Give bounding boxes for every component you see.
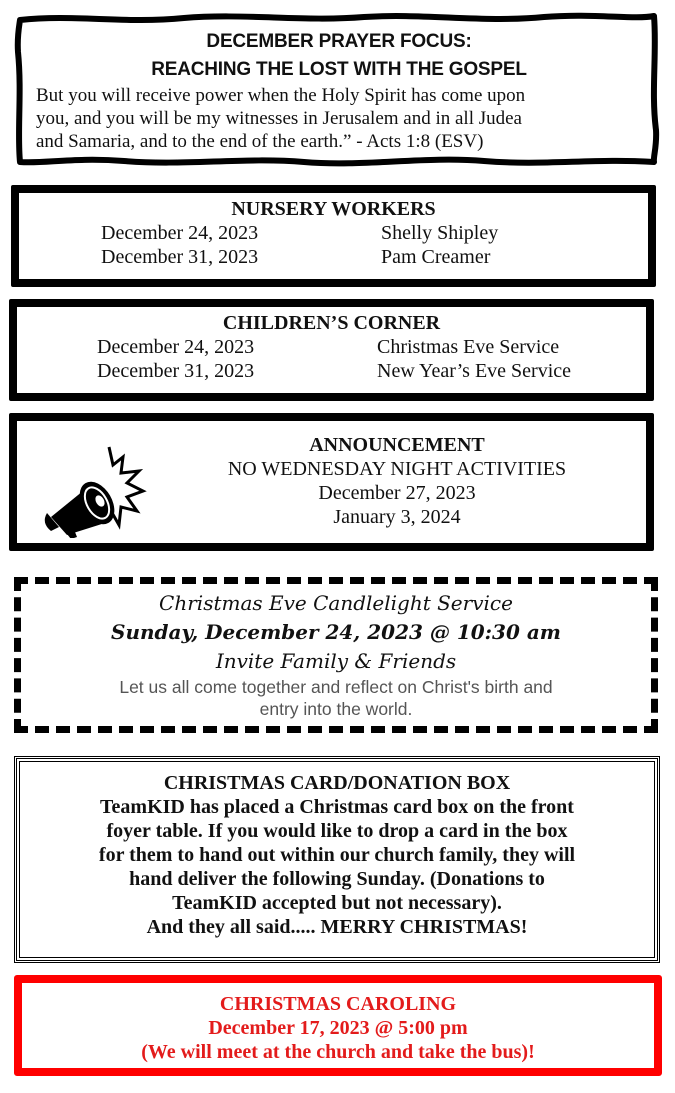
candlelight-description: Let us all come together and reflect on Christ's birth and — [119, 677, 553, 697]
candlelight-datetime: Sunday, December 24, 2023 @ 10:30 am — [111, 620, 561, 644]
prayer-focus-title: DECEMBER PRAYER FOCUS: — [206, 31, 472, 52]
prayer-focus-subtitle: REACHING THE LOST WITH THE GOSPEL — [151, 59, 527, 80]
childrens-corner-title: CHILDREN’S CORNER — [222, 312, 441, 334]
caroling-box — [14, 975, 662, 1076]
candlelight-title: Christmas Eve Candlelight Service — [159, 591, 513, 615]
childrens-date: December 24, 2023 — [97, 336, 255, 358]
megaphone-icon — [39, 443, 149, 538]
announcement-box — [9, 413, 654, 551]
card-box-line: TeamKID accepted but not necessary). — [172, 892, 502, 914]
childrens-row — [97, 359, 646, 383]
childrens-row — [97, 335, 646, 359]
nursery-workers-box — [11, 185, 656, 287]
nursery-title: NURSERY WORKERS — [231, 198, 436, 220]
childrens-date: December 31, 2023 — [97, 360, 255, 382]
verse-line: But you will receive power when the Holy Spirit has come upon — [36, 85, 526, 106]
verse-line: and Samaria, and to the end of the earth.” - Acts 1:8 (ESV) — [36, 131, 484, 152]
candlelight-invite: Invite Family & Friends — [215, 649, 457, 673]
prayer-focus-box — [14, 12, 660, 168]
announcement-date: January 3, 2024 — [333, 506, 461, 528]
card-box-line: hand deliver the following Sunday. (Donations to — [129, 868, 545, 890]
verse-line: you, and you will be my witnesses in Jerusalem and in all Judea — [36, 108, 522, 129]
caroling-datetime: December 17, 2023 @ 5:00 pm — [208, 1017, 468, 1039]
card-donation-box — [14, 756, 660, 963]
nursery-date: December 24, 2023 — [101, 222, 259, 244]
nursery-row — [101, 221, 648, 245]
card-box-line: for them to hand out within our church family, they will — [98, 844, 576, 866]
nursery-date: December 31, 2023 — [101, 246, 259, 268]
childrens-event: New Year’s Eve Service — [377, 360, 572, 382]
announcement-line: NO WEDNESDAY NIGHT ACTIVITIES — [227, 458, 567, 480]
card-box-title: CHRISTMAS CARD/DONATION BOX — [163, 772, 511, 794]
nursery-worker: Pam Creamer — [381, 246, 491, 268]
childrens-corner-box — [9, 299, 654, 401]
announcement-date: December 27, 2023 — [318, 482, 476, 504]
card-box-line: And they all said..... MERRY CHRISTMAS! — [146, 916, 528, 938]
candlelight-description: entry into the world. — [259, 699, 413, 719]
card-box-line: TeamKID has placed a Christmas card box on the front — [100, 796, 574, 818]
nursery-row — [101, 245, 648, 269]
childrens-event: Christmas Eve Service — [377, 336, 560, 358]
announcement-title: ANNOUNCEMENT — [309, 434, 485, 456]
nursery-worker: Shelly Shipley — [381, 222, 499, 244]
candlelight-service-box — [14, 577, 658, 733]
caroling-note: (We will meet at the church and take the bus)! — [141, 1041, 535, 1063]
caroling-title: CHRISTMAS CAROLING — [219, 993, 457, 1015]
card-box-line: foyer table. If you would like to drop a card in the box — [106, 820, 568, 842]
